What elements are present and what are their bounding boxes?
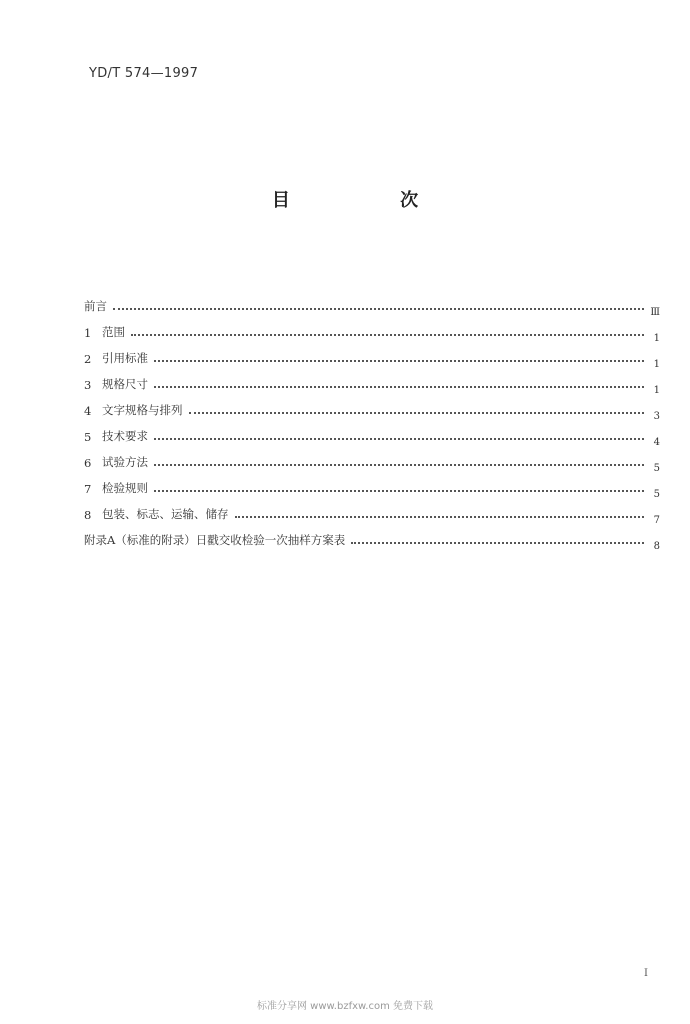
toc-entry-foreword[interactable] <box>84 288 660 318</box>
toc-entry-number: 2 <box>84 352 92 366</box>
toc-entry-number: 4 <box>84 404 92 418</box>
toc-entry-number: 5 <box>84 430 92 444</box>
toc-entry-label: 试验方法 <box>102 455 148 469</box>
toc-dot-leader <box>113 307 644 310</box>
toc-entry-1[interactable] <box>84 314 660 344</box>
toc-dot-leader <box>154 463 644 466</box>
toc-entry-page: 8 <box>653 541 660 552</box>
toc-title: 目 次 <box>271 190 471 211</box>
toc-entry-page: 4 <box>653 437 660 448</box>
table-of-contents <box>84 288 660 552</box>
toc-dot-leader <box>131 333 644 336</box>
toc-entry-label: 技术要求 <box>102 429 148 443</box>
toc-entry-page: 7 <box>653 515 660 526</box>
toc-entry-appendix-a[interactable] <box>84 522 660 552</box>
toc-entry-page: 1 <box>653 385 660 396</box>
watermark-text: 标准分享网 www.bzfxw.com 免费下载 <box>257 1001 433 1012</box>
toc-entry-4[interactable] <box>84 392 660 422</box>
toc-entry-7[interactable] <box>84 470 660 500</box>
toc-entry-6[interactable] <box>84 444 660 474</box>
toc-entry-number: 8 <box>84 508 92 522</box>
toc-dot-leader <box>154 489 644 492</box>
toc-entry-page: 5 <box>653 489 660 500</box>
toc-entry-5[interactable] <box>84 418 660 448</box>
standard-code: YD/T 574—1997 <box>89 66 199 81</box>
toc-dot-leader <box>351 541 644 544</box>
toc-dot-leader <box>154 437 644 440</box>
toc-entry-8[interactable] <box>84 496 660 526</box>
toc-entry-number: 1 <box>84 326 92 340</box>
toc-entry-label: 引用标准 <box>102 351 148 365</box>
toc-entry-label: 检验规则 <box>102 481 148 495</box>
toc-entry-label: 规格尺寸 <box>102 377 148 391</box>
toc-entry-3[interactable] <box>84 366 660 396</box>
toc-dot-leader <box>235 515 645 518</box>
toc-entry-label: 包装、标志、运输、储存 <box>102 507 229 521</box>
toc-entry-label: 前言 <box>84 299 107 313</box>
toc-entry-page: Ⅲ <box>650 307 660 318</box>
toc-entry-2[interactable] <box>84 340 660 370</box>
toc-entry-label: 附录A（标准的附录）日戳交收检验一次抽样方案表 <box>84 533 346 547</box>
toc-entry-page: 5 <box>653 463 660 474</box>
toc-entry-label: 范围 <box>102 325 125 339</box>
page-number: Ⅰ <box>644 968 648 979</box>
toc-dot-leader <box>154 385 644 388</box>
toc-entry-page: 1 <box>653 359 660 370</box>
toc-dot-leader <box>189 411 645 414</box>
toc-entry-number: 6 <box>84 456 92 470</box>
toc-entry-label: 文字规格与排列 <box>102 403 183 417</box>
toc-dot-leader <box>154 359 644 362</box>
toc-entry-number: 7 <box>84 482 92 496</box>
toc-entry-number: 3 <box>84 378 92 392</box>
toc-entry-page: 3 <box>653 411 660 422</box>
toc-entry-page: 1 <box>653 333 660 344</box>
